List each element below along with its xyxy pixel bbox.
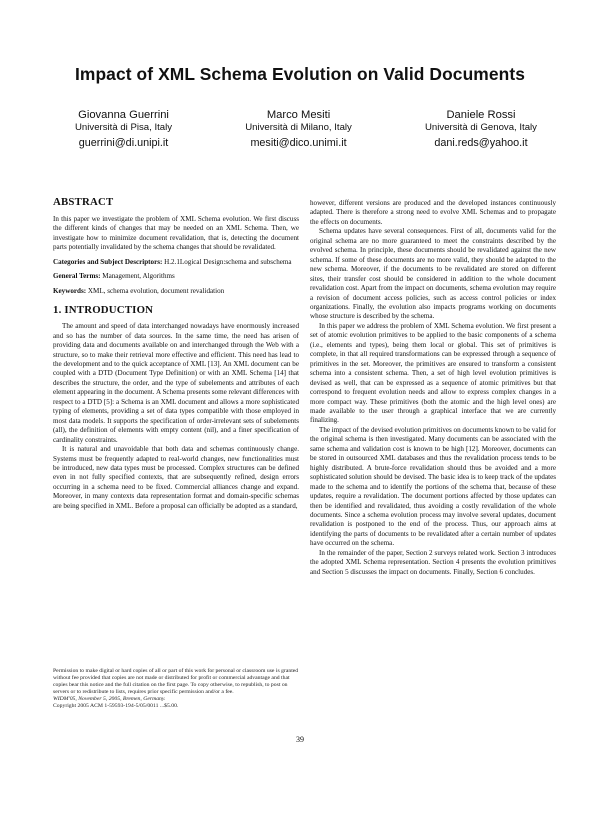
keywords-line (53, 287, 299, 296)
paper-title: Impact of XML Schema Evolution on Valid Documents (74, 64, 526, 84)
author-2 (245, 108, 352, 151)
keywords-label: Keywords: (53, 286, 87, 295)
author-name: Daniele Rossi (446, 109, 516, 121)
author-email: mesiti@dico.unimi.it (250, 137, 347, 149)
author-name: Giovanna Guerrini (78, 109, 169, 121)
right-column (310, 199, 556, 577)
author-affiliation: Università di Milano, Italy (245, 122, 352, 133)
categories-label: Categories and Subject Descriptors: (53, 257, 163, 266)
intro-heading: 1. INTRODUCTION (53, 304, 154, 317)
general-terms-label: General Terms: (53, 272, 101, 281)
venue-line: WIDM'05, November 5, 2005, Bremen, Germany. (53, 696, 166, 703)
categories-value: H.2.1Logical Design:schema and subschema (164, 257, 292, 266)
intro-paragraph-3: however, different versions are produced and the developed instances continuously adapted. There is therefore a strong need to evolve XML Schemas and to propagate the effects on documents. (310, 199, 556, 226)
intro-paragraph-5: In this paper we address the problem of XML Schema evolution. We first present a set of atomic evolution primitives to be applied to the basic components of a schema (i.e., elements and types), being them local or global. This set of primitives is complete, in that all required transformations can be expressed through a sequence of primitives in the set. Moreover, the primitives are ensured to transform a consistent schema into a consistent schema. Then, a set of high level evolution primitives is devised as well, that can be expressed as a sequence of atomic primitives but that correspond to frequent evolution needs and allow to express complex changes in a more compact way. These primitives (both the atomic and the high level ones) are made available to the user through a graphical interface that we are currently finalizing. (310, 321, 556, 425)
author-affiliation: Università di Genova, Italy (425, 122, 537, 133)
intro-paragraph-6: The impact of the devised evolution primitives on documents known to be valid for the original schema is then investigated. Many documents can be associated with the same schema and validation cost is known to be high [12]. Moreover, documents can be stored in outsourced XML databases and thus the revalidation process tends to be highly distributed. A brute-force revalidation should thus be avoided and a more sophisticated solution should be devised. The basic idea is to keep track of the updates made to the schema and to identify the portions of the schema that, because of these updates, require a revalidation. The document portions affected by those updates can then be identified and revalidated, thus avoiding a costly revalidation of the whole documents. Since a schema evolution process may involve several updates, document revalidation is postponed to the end of the process. Thus, our approach aims at identifying the parts of documents to be revalidated after a certain number of updates have occurred on the schema. (310, 425, 556, 548)
permission-footnote (53, 668, 299, 711)
intro-paragraph-1: The amount and speed of data interchanged nowadays have enormously increased and so has the number of data sources. In the same time, the need has arisen of providing data and documents available on and interchanged through the Web with a structure, so to make their retrieval more effective and efficient. This need has lead to the development and to the quick acceptance of XML [13]. An XML document can be coupled with a DTD (Document Type Definition) or with an XML Schema [14] that describes the structure, the order, and the type of subelements and attributes of each element appearing in the document. A Schema presents some relevant differences with respect to a DTD [5]: a Schema is an XML document and allows a more sophisticated typing of elements, providing a set of data types compatible with those employed in most data models. It supports the specification of order-irrelevant sets of subelements (all), the definition of elements with empty content (nil), and a finer specification of cardinality constraints. (53, 322, 299, 444)
categories-line (53, 258, 299, 267)
copyright-line: Copyright 2005 ACM 1-59593-194-5/05/0011 ...$5.00. (53, 703, 179, 710)
intro-paragraph-2: It is natural and unavoidable that both data and schemas continuously change. Systems must be frequently adapted to real-world changes, new functionalities must be introduced, new data types must be processed. Complex structures can be defined even in not fully specified contexts, that are subsequently refined, design errors occurring in a schema need to be fixed. Commercial alliances change and expand. Moreover, in many contexts data representation format and domain-specific schemas are being specified in XML. Before a proposal can officially be adopted as a standard, (53, 445, 299, 510)
page-number: 39 (296, 735, 304, 744)
permission-text: Permission to make digital or hard copies of all or part of this work for personal or classroom use is granted without fee provided that copies are not made or distributed for profit or commercial advantage and that copies bear this notice and the full citation on the first page. To copy otherwise, to republish, to post on servers or to redistribute to lists, requires prior specific permission and/or a fee. (53, 668, 299, 696)
abstract-text: In this paper we investigate the problem of XML Schema evolution. We first discuss the different kinds of changes that may be needed on an XML Schema. Then, we investigate how to minimize document revalidation, that is, detecting the document parts potentially invalidated by the schema changes that should be revalidated. (53, 215, 299, 252)
author-1 (75, 108, 172, 151)
author-name: Marco Mesiti (266, 109, 331, 121)
author-affiliation: Università di Pisa, Italy (75, 122, 173, 133)
author-email: guerrini@di.unipi.it (78, 137, 169, 149)
intro-paragraph-4: Schema updates have several consequences. First of all, documents valid for the original schema are no more guaranteed to meet the constraints described by the evolved schema. In principle, these documents should be revalidated against the new schema. If some of these documents are no more valid, they should be adapted to the new schema. Moreover, if the documents to be revalidated are stored on different sites, their transfer cost should be considered in addition to the whole document revalidation cost. Apart from the impact on documents, schema evolution may require a revision of document access policies, such as access control policies or index organizations. Finally, the evolution also impacts programs working on documents whose structure is described by the schema. (310, 227, 556, 321)
author-block (75, 108, 537, 151)
author-email: dani.reds@yahoo.it (434, 137, 528, 149)
intro-paragraph-7: In the remainder of the paper, Section 2 surveys related work. Section 3 introduces the adopted XML Schema representation. Section 4 presents the evolution primitives and Section 5 discusses the impact on documents. Finally, Section 6 concludes. (310, 548, 556, 576)
abstract-heading: ABSTRACT (53, 196, 114, 208)
general-terms-line (53, 272, 299, 281)
author-3 (425, 108, 537, 151)
left-column (53, 196, 299, 511)
general-terms-value: Management, Algorithms (102, 272, 175, 281)
keywords-value: XML, schema evolution, document revalidation (87, 286, 225, 295)
